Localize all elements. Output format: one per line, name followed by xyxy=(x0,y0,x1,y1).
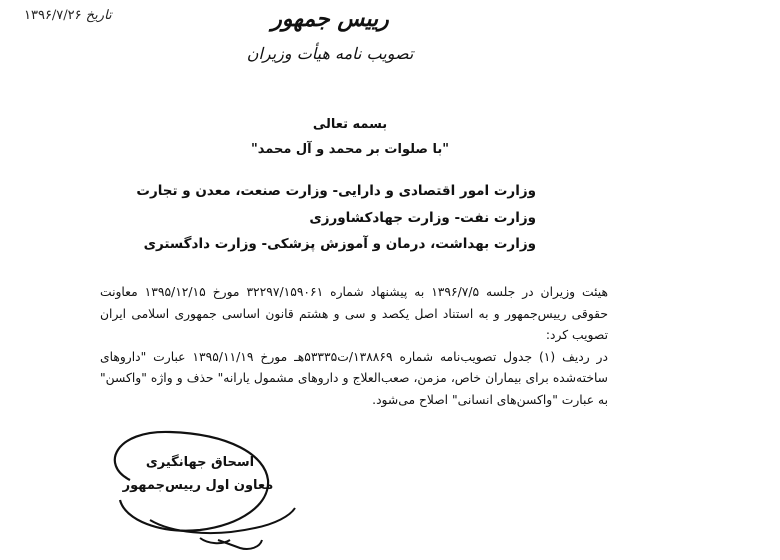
basmala: بسمه تعالی xyxy=(312,117,388,132)
addressee-line: وزارت امور اقتصادی و دارایی- وزارت صنعت، معدن و تجارت xyxy=(136,183,536,199)
addressee-line: وزارت نفت- وزارت جهادکشاورزی xyxy=(309,210,536,226)
letterhead-subtitle: تصویب نامه هیأت وزیران xyxy=(246,44,414,63)
signatory-title: معاون اول رییس‌جمهور xyxy=(122,478,274,493)
date-value: ۱۳۹۶/۷/۲۶ xyxy=(24,8,82,23)
signature-tail xyxy=(200,538,262,549)
signatory-name: اسحاق جهانگیری xyxy=(145,455,255,470)
date-line xyxy=(20,8,112,23)
decree-paragraph: در ردیف (۱) جدول تصویب‌نامه شماره ۱۳۸۸۶۹/ت۵۳۳۳۵هـ مورخ ۱۳۹۵/۱۱/۱۹ عبارت "داروهای ساخته‌شده برای بیماران خاص، مزمن، صعب‌العلاج و داروهای مشمول یارانه" حذف و واژه "واکسن" به عبارت "واکسن‌های انسانی" اصلاح می‌شود. xyxy=(100,349,608,407)
addressee-line: وزارت بهداشت، درمان و آموزش پزشکی- وزارت دادگستری xyxy=(143,236,536,252)
salawat: "با صلوات بر محمد و آل محمد" xyxy=(250,142,450,157)
decree-body xyxy=(100,282,608,411)
decree-paragraph: هیئت وزیران در جلسه ۱۳۹۶/۷/۵ به پیشنهاد شماره ۳۲۲۹۷/۱۵۹۰۶۱ مورخ ۱۳۹۵/۱۲/۱۵ معاونت حقوقی رییس‌جمهور و به استناد اصل یکصد و سی و هشتم قانون اساسی جمهوری اسلامی ایران تصویب کرد: xyxy=(100,285,608,342)
letterhead-title: رییس جمهور xyxy=(271,6,389,32)
signature-stroke xyxy=(150,508,295,533)
date-label: تاریخ xyxy=(85,8,112,23)
